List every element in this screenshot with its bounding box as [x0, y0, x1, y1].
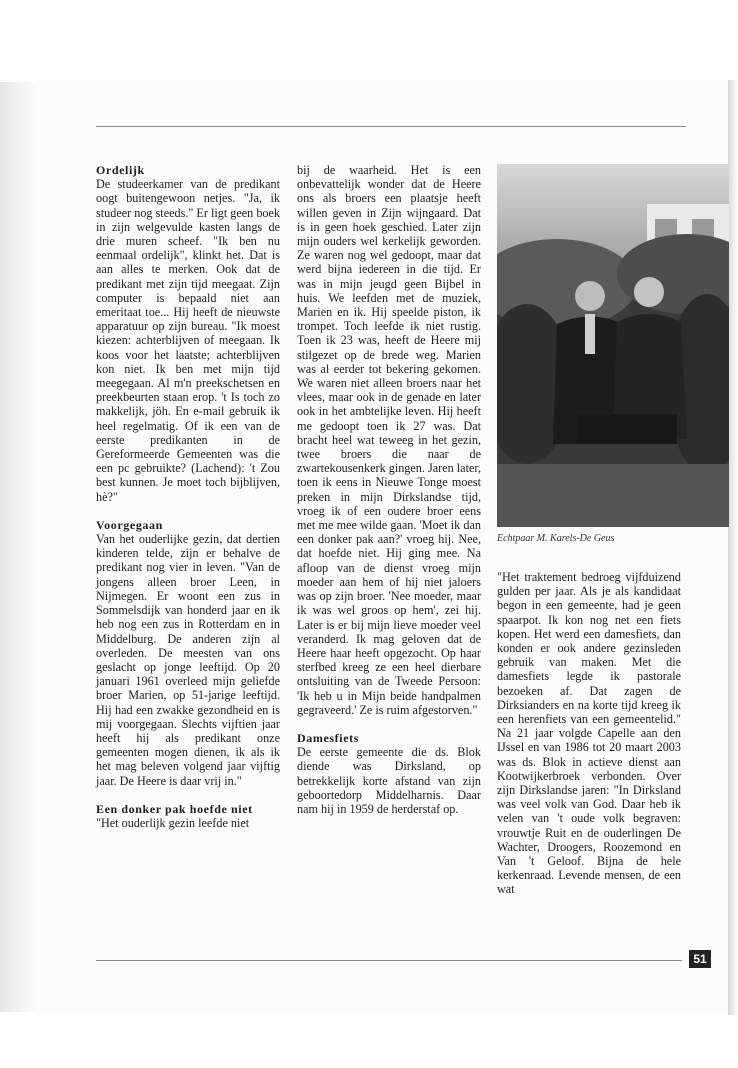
paragraph-column-2: bij de waarheid. Het is een onbevattelijk wonder dat de Heere ons als broers een plaatsje heeft willen geven in Zijn wijngaard. Dat is in geen hoek geschied. Later zijn mijn ouders wel kerkelijk geworden. Ze waren nog wel gedoopt, maar dat werd bijna iedereen in die tijd. Er was in mijn jeugd geen Bijbel in huis. We leefden met de muziek, Marien en ik. Hij speelde piston, ik trompet. Toch leefde ik niet rustig. Toen ik 23 was, heeft de Heere mij stilgezet op de brede weg. Marien was al eerder tot bekering gekomen. We waren niet alleen broers naar het vlees, maar ook in de genade en later ook in het ambtelijke leven. Hij heeft me gedoopt toen ik 27 was. Dat bracht heel wat teweeg in het gezin, twee broers die naar de zwartekousenkerk gingen. Jaren later, toen ik eens in Nieuwe Tonge moest preken in mijn Dirkslandse tijd, vroeg ik of een oudere broer eens met me mee wilde gaan. 'Moet ik dan een donker pak aan?' vroeg hij. Nee, dat hoefde niet. Hij ging mee. Na afloop van de dienst vroeg mijn moeder aan hem of hij niet jaloers was op zijn broer. 'Nee moeder, maar ik was wel groos op hem', zei hij. Later is er bij mijn lieve moeder veel veranderd. Ik mag geloven dat de Heere haar heeft opgezocht. Op haar sterfbed kreeg ze een heel dierbare ontsluiting van de Tweede Persoon: 'Ik heb u in Mijn beide handpalmen gegraveerd.' Ze is ruim afgestorven."	[297, 163, 481, 717]
paragraph-donker-pak: "Het ouderlijk gezin leefde niet	[96, 815, 250, 830]
heading-damesfiets: Damesfiets	[297, 730, 359, 745]
heading-voorgegaan: Voorgegaan	[96, 517, 163, 532]
column-3	[497, 570, 681, 897]
heading-ordelijk: Ordelijk	[96, 163, 145, 177]
page-edge	[728, 80, 738, 1015]
page-number: 51	[689, 950, 711, 968]
book-spine	[0, 82, 36, 1012]
top-rule	[96, 126, 686, 127]
paragraph-ordelijk: De studeerkamer van de predikant oogt buitengewoon netjes. "Ja, ik studeer nog steeds." Er ligt geen boek in zijn welgevulde kasten langs de drie muren scheef. "Ik ben nu eenmaal ordelijk", klinkt het. Dat is aan alles te merken. Ook dat de predikant met zijn tijd meegaat. Zijn computer is bepaald niet aan emeritaat toe... Hij heeft de nieuwste apparatuur op zijn bureau. "Ik moest kiezen: achterblijven of meegaan. Ik koos voor het laatste; achterblijven kon niet. Ik ben met mijn tijd meegegaan. Al m'n preekschetsen en preekbeurten staan erop. 't Is toch zo makkelijk, jöh. En e-mail gebruik ik heel regelmatig. Of ik een van de eerste predikanten in de Gereformeerde Gemeenten was die een pc gebruikte? (Lachend): 't Zou best kunnen. Je moet toch bijblijven, hè?"	[96, 177, 281, 504]
column-2	[297, 163, 481, 816]
couple-photo	[497, 164, 729, 527]
paragraph-damesfiets: De eerste gemeente die ds. Blok diende was Dirksland, op betrekkelijk korte afstand van zijn geboortedorp Middelharnis. Daar nam hij in 1959 de herderstaf op.	[297, 745, 481, 816]
heading-donker-pak: Een donker pak hoefde niet	[96, 801, 253, 816]
paragraph-column-3: "Het traktement bedroeg vijfduizend gulden per jaar. Als je als kandidaat begon in een gemeente, had je geen spaarpot. Ik kon nog net een fiets kopen. Het werd een damesfiets, dan konden er ook andere gezinsleden gebruik van maken. Met die damesfiets legde ik pastorale bezoeken af. Dat zagen de Dirksianders en na korte tijd kreeg ik een herenfiets van een gemeentelid." Na 21 jaar volgde Capelle aan den IJssel en van 1986 tot 20 maart 2003 was ds. Blok in actieve dienst aan Kootwijkerbroek verbonden. Over zijn Dirkslandse jaren: "In Dirksland was veel volk van God. Daar heb ik velen van 't oude volk begraven: vrouwtje Ruit en de ouderlingen De Wachter, Droogers, Roozemond en Van 't Geloof. Bijna de hele kerkenraad. Levende mensen, de een wat	[497, 570, 681, 897]
bottom-rule	[96, 960, 682, 961]
photo-caption: Echtpaar M. Karels-De Geus	[497, 533, 615, 544]
column-1	[96, 163, 280, 830]
paragraph-voorgegaan: Van het ouderlijke gezin, dat dertien kinderen telde, zijn er behalve de predikant nog vier in leven. "Van de jongens alleen broer Leen, in Nijmegen. Er woont een zus in Sommelsdijk van honderd jaar en ik heb nog een zus in Rotterdam en in Middelburg. De anderen zijn al overleden. De meesten van ons geslacht op jonge leeftijd. Op 20 januari 1961 overleed mijn geliefde broer Marien, op 51-jarige leeftijd. Hij had een zwakke gezondheid en is mij voorgegaan. Slechts vijftien jaar heeft hij als predikant onze gemeenten mogen dienen, ik als ik het mag beleven volgend jaar vijftig jaar. De Heere is daar vrij in."	[96, 532, 280, 788]
